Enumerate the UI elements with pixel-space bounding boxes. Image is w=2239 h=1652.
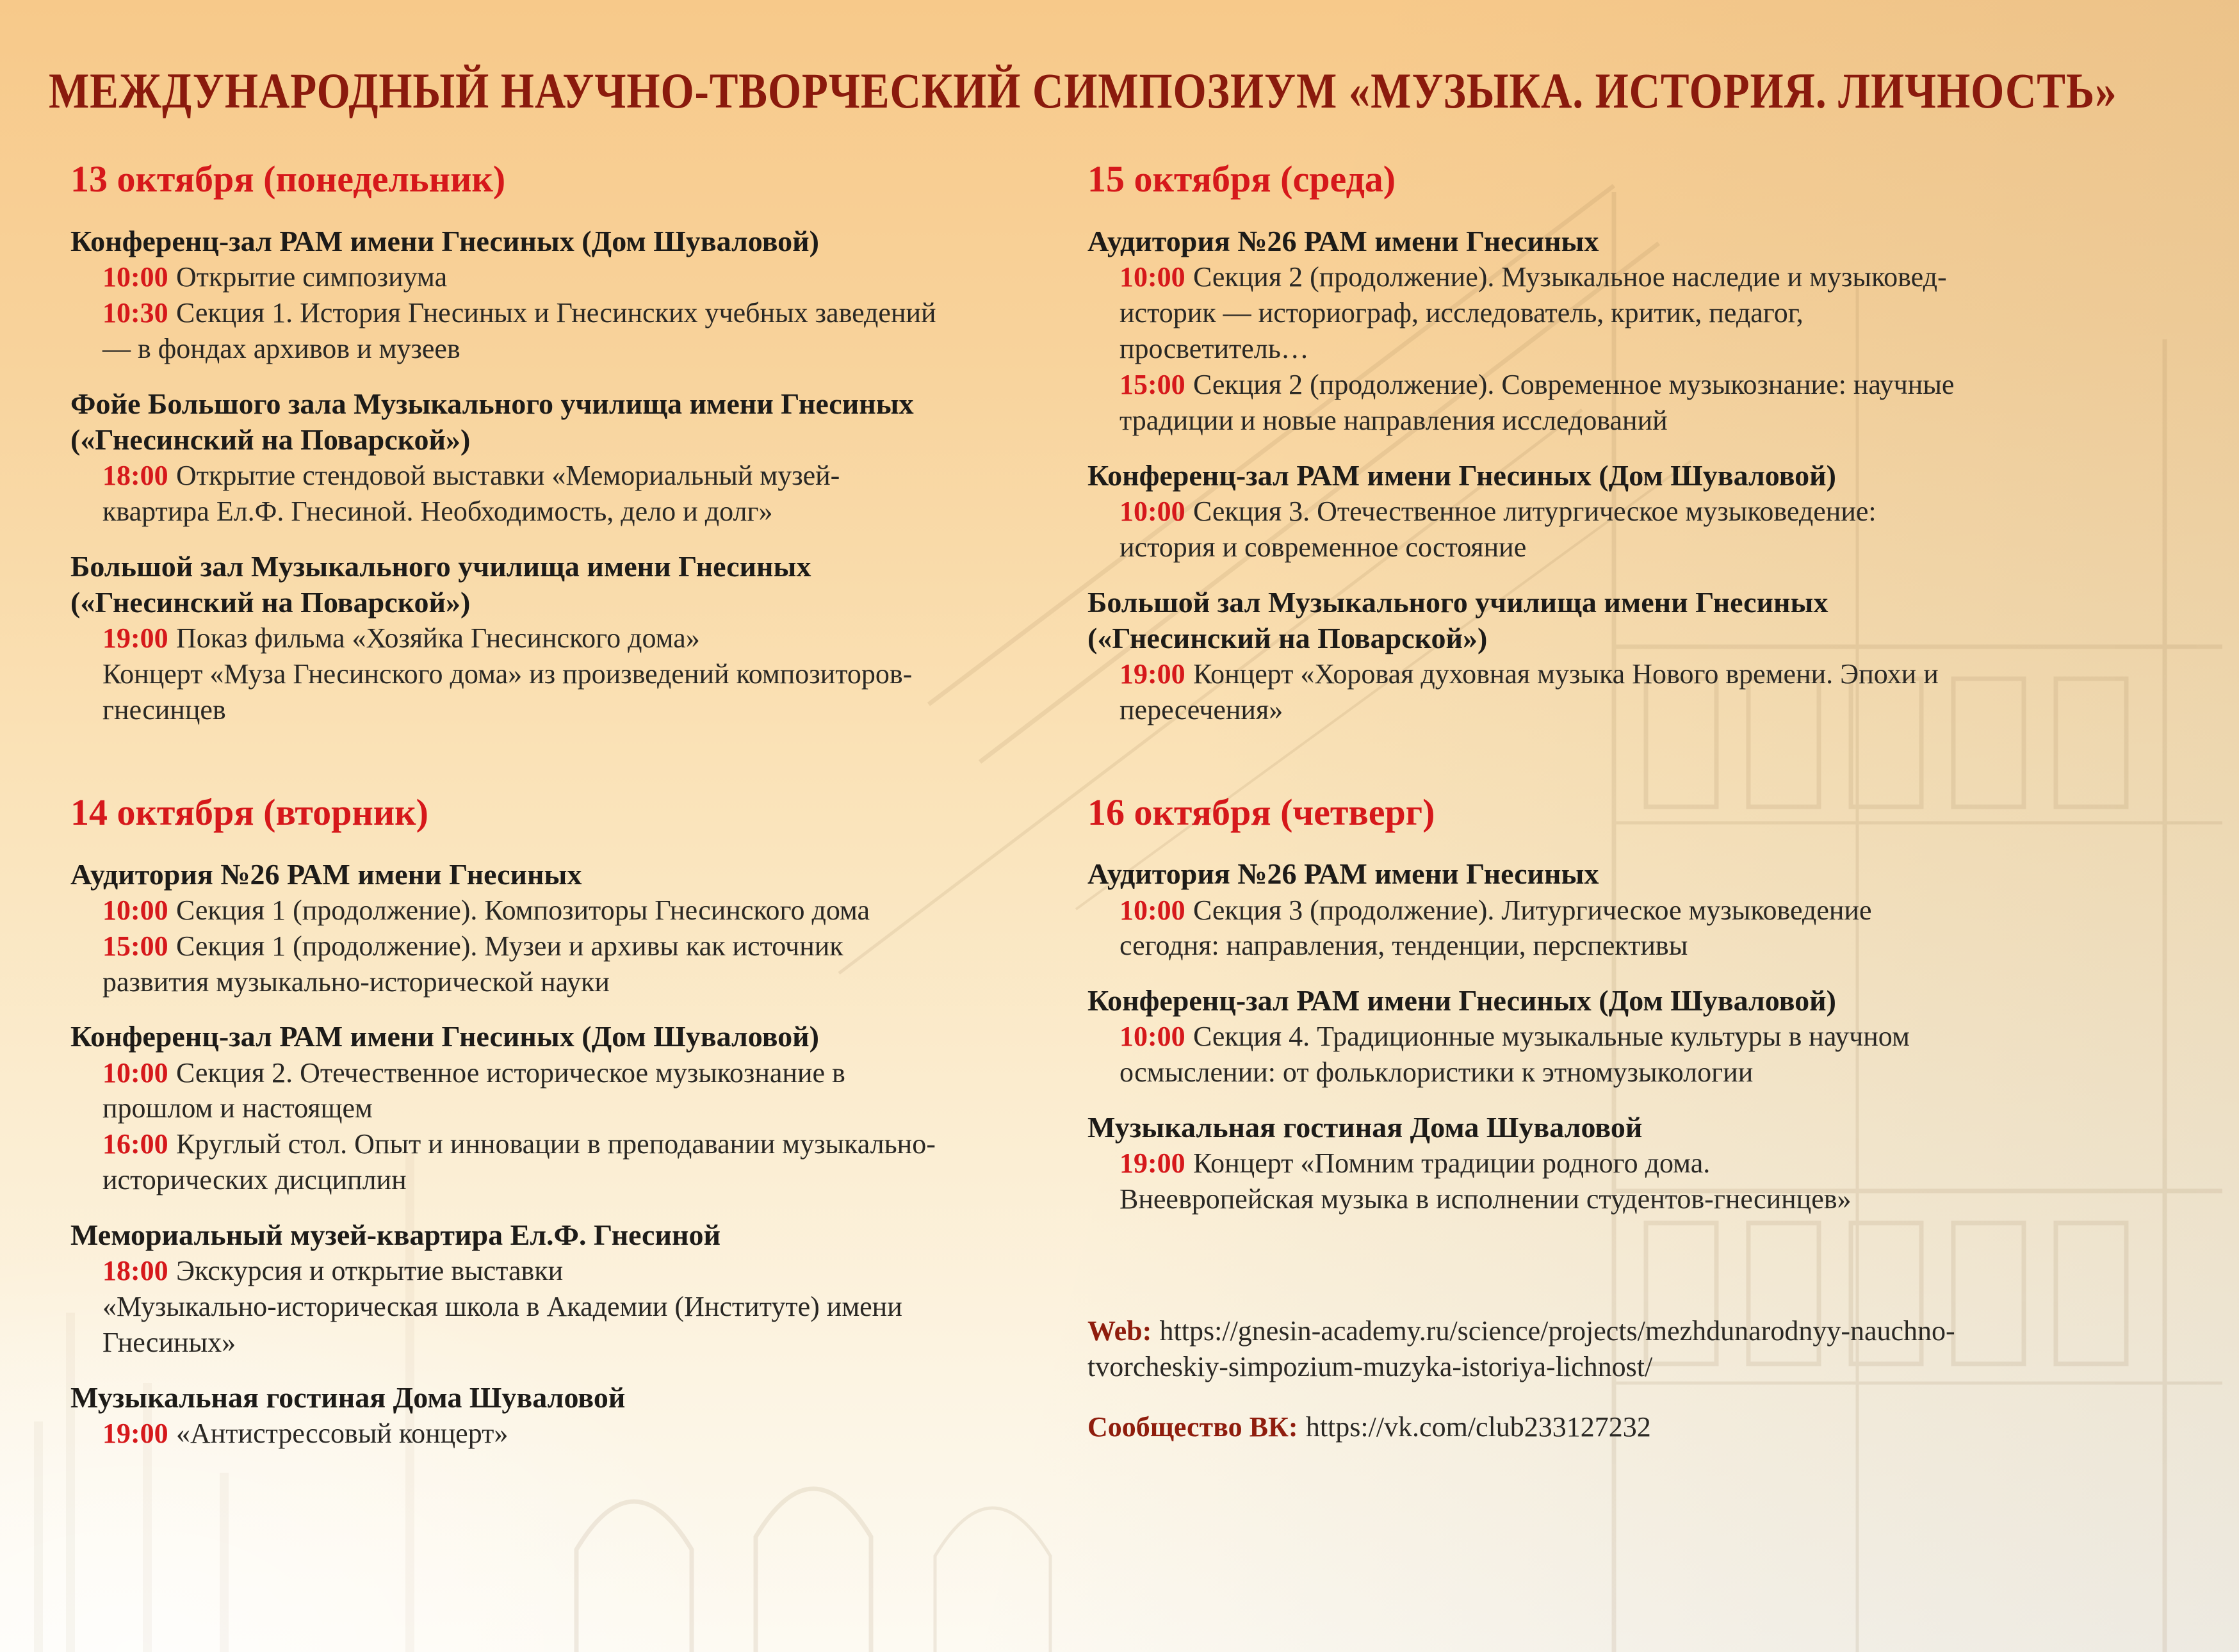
event-time: 10:00 [1120, 261, 1185, 293]
event-line [1120, 893, 1964, 964]
venue-block [1087, 223, 1964, 438]
event-time: 19:00 [1120, 658, 1185, 690]
venue-name: Аудитория №26 РАМ имени Гнесиных [70, 857, 582, 891]
event-text: Открытие симпозиума [175, 261, 448, 293]
event-text: Секция 2 (продолжение). Музыкальное наследие и музыковед-историк — историограф, исследователь, критик, педагог, просветитель… [1120, 261, 1947, 365]
event-text: Показ фильма «Хозяйка Гнесинского дома» [175, 622, 700, 654]
venue-name: Конференц-зал РАМ имени Гнесиных (Дом Шуваловой) [1087, 984, 1836, 1017]
event-text: Секция 1 (продолжение). Композиторы Гнесинского дома [175, 894, 870, 926]
venue-name: Конференц-зал РАМ имени Гнесиных (Дом Шуваловой) [70, 1020, 819, 1053]
event-time: 10:00 [102, 1057, 168, 1089]
venue-name: Музыкальная гостиная Дома Шуваловой [1087, 1111, 1643, 1144]
event-line [102, 1289, 947, 1361]
date-heading: 15 октября (среда) [1087, 158, 1396, 200]
event-text: Секция 4. Традиционные музыкальные культуры в научном осмыслении: от фольклористики к этномузыкологии [1120, 1021, 1910, 1089]
day-section-oct16 [1087, 792, 1964, 1218]
event-time: 10:00 [102, 894, 168, 926]
event-line [102, 656, 947, 728]
event-time: 10:00 [1120, 495, 1185, 527]
event-text: Внеевропейская музыка в исполнении студентов-гнесинцев» [1120, 1183, 1852, 1215]
venue-name: Мемориальный музей-квартира Ел.Ф. Гнесиной [70, 1219, 721, 1252]
vk-url: https://vk.com/club233127232 [1305, 1411, 1651, 1443]
event-time: 18:00 [102, 1255, 168, 1287]
event-line [102, 1126, 947, 1198]
venue-name: Аудитория №26 РАМ имени Гнесиных [1087, 225, 1599, 258]
event-text: Секция 3 (продолжение). Литургическое музыковедение сегодня: направления, тенденции, перспективы [1120, 894, 1872, 962]
event-text: Секция 1 (продолжение). Музеи и архивы как источник развития музыкально-исторической науки [102, 930, 843, 998]
column-left [70, 159, 947, 1452]
links-footer [1087, 1313, 1964, 1445]
day-section-oct15 [1087, 159, 1964, 727]
venue-name: Фойе Большого зала Музыкального училища имени Гнесиных («Гнесинский на Поварской») [70, 387, 914, 457]
event-line [1120, 1146, 1964, 1181]
event-line [102, 295, 947, 367]
event-line [1120, 367, 1964, 439]
venue-name: Конференц-зал РАМ имени Гнесиных (Дом Шуваловой) [1087, 458, 1836, 492]
web-line [1087, 1313, 1964, 1385]
event-text: Секция 2. Отечественное историческое музыкознание в прошлом и настоящем [102, 1057, 845, 1124]
column-right [1087, 159, 1964, 1445]
event-line [1120, 656, 1964, 728]
date-heading: 13 октября (понедельник) [70, 158, 506, 200]
event-line [102, 928, 947, 1000]
event-line [102, 259, 947, 295]
venue-block [70, 1019, 947, 1198]
vk-line [1087, 1409, 1964, 1445]
event-time: 19:00 [1120, 1147, 1185, 1179]
event-line [102, 1416, 947, 1452]
event-line [102, 620, 947, 656]
event-text: Концерт «Муза Гнесинского дома» из произведений композиторов-гнесинцев [102, 658, 913, 725]
event-line [1120, 259, 1964, 367]
date-heading: 14 октября (вторник) [70, 791, 428, 833]
event-text: «Музыкально-историческая школа в Академии (Институте) имени Гнесиных» [102, 1291, 902, 1358]
venue-block [1087, 983, 1964, 1090]
event-text: Концерт «Хоровая духовная музыка Нового времени. Эпохи и пересечения» [1120, 658, 1939, 725]
event-line [1120, 494, 1964, 565]
venue-name: Большой зал Музыкального училища имени Гнесиных («Гнесинский на Поварской») [1087, 585, 1828, 654]
web-label: Web: [1087, 1315, 1152, 1347]
event-text: Секция 2 (продолжение). Современное музыкознание: научные традиции и новые направления исследований [1120, 368, 1955, 436]
date-heading: 16 октября (четверг) [1087, 791, 1435, 833]
event-text: Секция 1. История Гнесиных и Гнесинских учебных заведений — в фондах архивов и музеев [102, 297, 936, 365]
venue-name: Аудитория №26 РАМ имени Гнесиных [1087, 857, 1599, 891]
event-line [102, 458, 947, 530]
event-text: «Антистрессовый концерт» [175, 1417, 509, 1449]
venue-block [70, 1380, 947, 1452]
venue-name: Музыкальная гостиная Дома Шуваловой [70, 1381, 626, 1414]
event-time: 10:00 [102, 261, 168, 293]
venue-block [1087, 856, 1964, 964]
event-text: Открытие стендовой выставки «Мемориальный музей-квартира Ел.Ф. Гнесиной. Необходимость, дело и долг» [102, 460, 840, 528]
vk-label: Сообщество ВК: [1087, 1411, 1298, 1443]
web-url: https://gnesin-academy.ru/science/projects/mezhdunarodnyy-nauchno-tvorcheskiy-simpozium-muzyka-istoriya-lichnost/ [1087, 1315, 1955, 1382]
venue-block [70, 386, 947, 530]
event-time: 19:00 [102, 1417, 168, 1449]
page-title: МЕЖДУНАРОДНЫЙ НАУЧНО-ТВОРЧЕСКИЙ СИМПОЗИУМ «МУЗЫКА. ИСТОРИЯ. ЛИЧНОСТЬ» [49, 63, 2117, 118]
schedule-columns [0, 159, 2239, 1452]
event-time: 15:00 [102, 930, 168, 962]
symposium-program-page [0, 64, 2239, 1452]
venue-block [70, 223, 947, 367]
venue-name: Большой зал Музыкального училища имени Гнесиных («Гнесинский на Поварской») [70, 549, 811, 619]
event-line [102, 1253, 947, 1289]
venue-block [70, 1217, 947, 1361]
venue-block [70, 857, 947, 1000]
event-time: 18:00 [102, 460, 168, 492]
event-text: Круглый стол. Опыт и инновации в преподавании музыкально-исторических дисциплин [102, 1128, 936, 1196]
event-time: 16:00 [102, 1128, 168, 1160]
event-line [1120, 1181, 1964, 1217]
venue-name: Конференц-зал РАМ имени Гнесиных (Дом Шуваловой) [70, 225, 819, 258]
event-time: 10:00 [1120, 1021, 1185, 1053]
venue-block [1087, 585, 1964, 728]
venue-block [1087, 458, 1964, 565]
day-section-oct13 [70, 159, 947, 728]
event-line [102, 1055, 947, 1127]
event-line [102, 893, 947, 928]
day-section-oct14 [70, 792, 947, 1452]
event-time: 10:00 [1120, 894, 1185, 926]
event-text: Секция 3. Отечественное литургическое музыковедение: история и современное состояние [1120, 495, 1877, 563]
event-time: 19:00 [102, 622, 168, 654]
event-time: 10:30 [102, 297, 168, 329]
venue-block [70, 549, 947, 728]
event-time: 15:00 [1120, 368, 1185, 400]
event-line [1120, 1019, 1964, 1090]
venue-block [1087, 1110, 1964, 1217]
event-text: Экскурсия и открытие выставки [175, 1255, 564, 1287]
event-text: Концерт «Помним традиции родного дома. [1193, 1147, 1711, 1179]
